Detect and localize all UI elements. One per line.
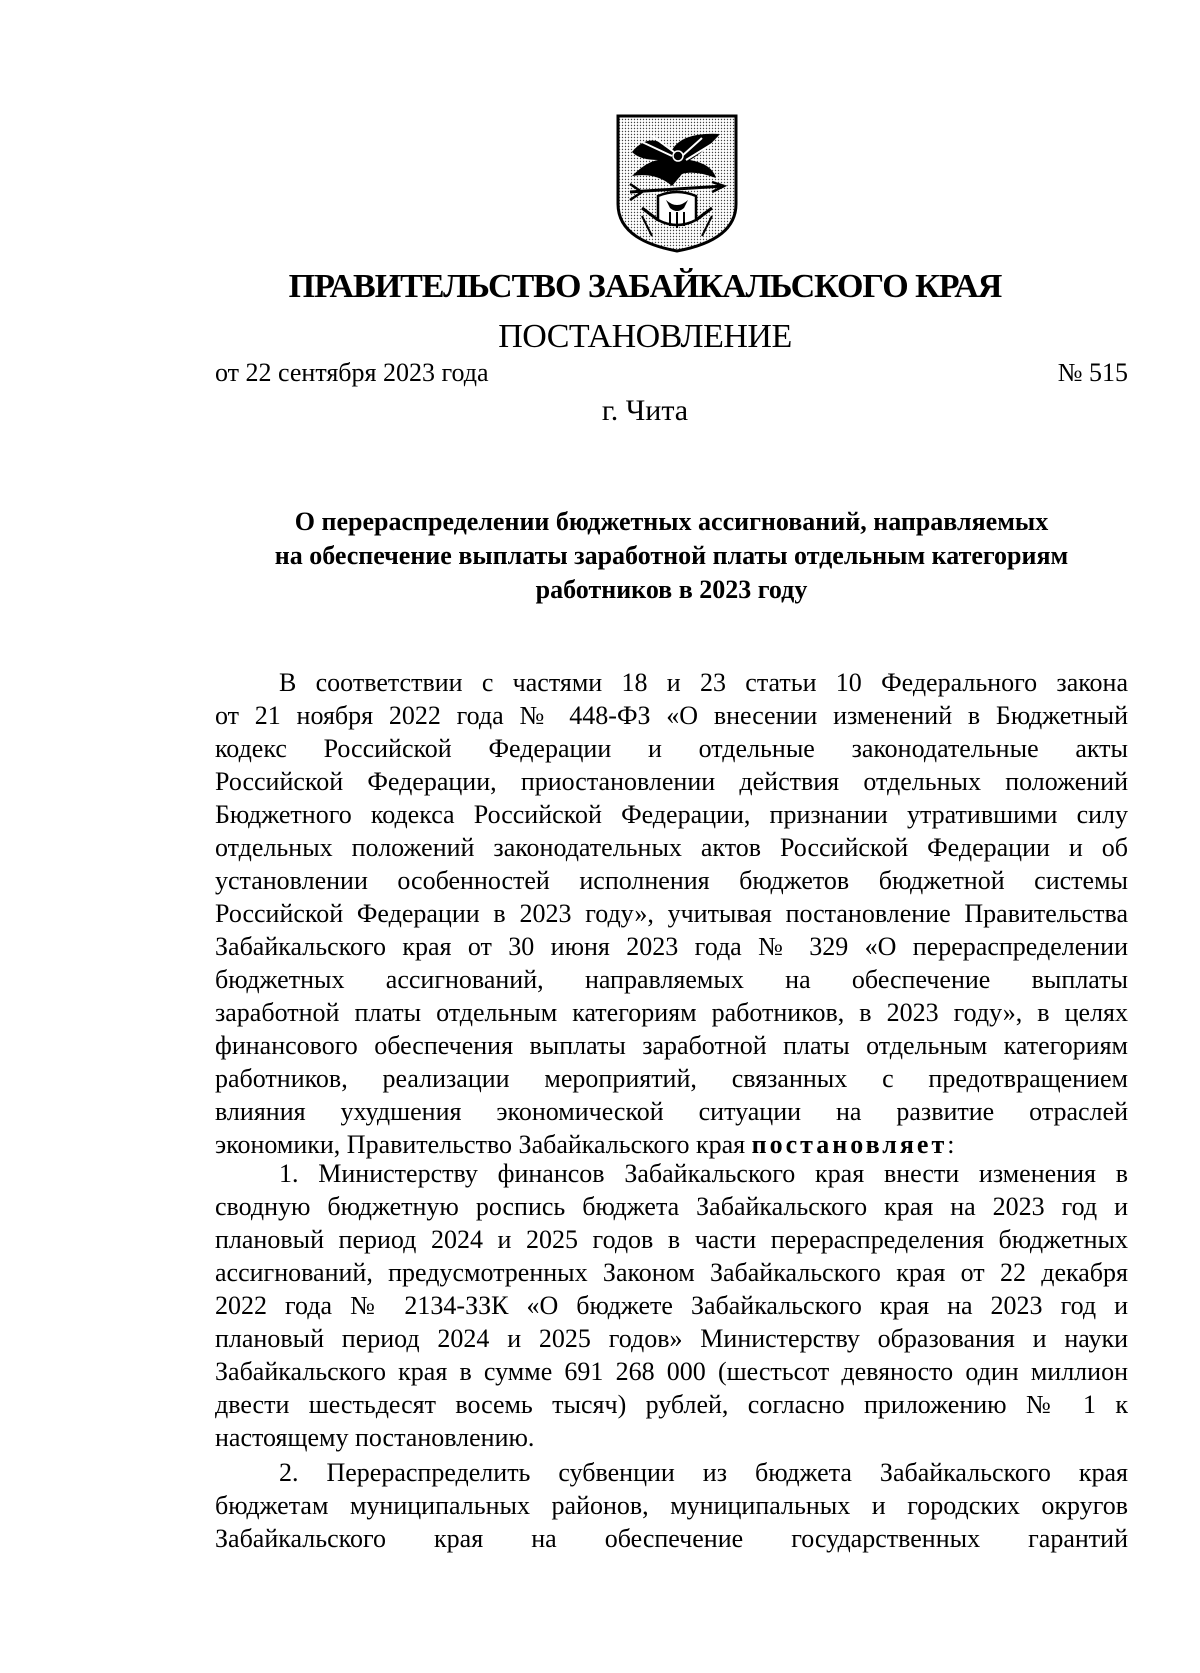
- text-line: 2022 года № 2134-ЗЗК «О бюджете Забайкальского края на 2023 год и: [215, 1291, 1128, 1320]
- text-line: ассигнований, предусмотренных Законом Забайкальского края от 22 декабря: [215, 1258, 1128, 1287]
- text-line: плановый период 2024 и 2025 годов в части перераспределения бюджетных: [215, 1225, 1128, 1254]
- document-subject: [215, 505, 1128, 607]
- text-line: плановый период 2024 и 2025 годов» Министерству образования и науки: [215, 1324, 1128, 1353]
- subject-line: работников в 2023 году: [535, 575, 808, 604]
- coat-of-arms-emblem: [612, 112, 742, 254]
- text-line: бюджетам муниципальных районов, муниципальных и городских округов: [215, 1491, 1128, 1520]
- text-line: Бюджетного кодекса Российской Федерации, признании утратившими силу: [215, 800, 1128, 829]
- resolves-word: постановляет: [751, 1130, 948, 1159]
- text-line: от 21 ноября 2022 года № 448-ФЗ «О внесении изменений в Бюджетный: [215, 701, 1128, 730]
- text-line: финансового обеспечения выплаты заработной платы отдельным категориям: [215, 1031, 1128, 1060]
- government-title: ПРАВИТЕЛЬСТВО ЗАБАЙКАЛЬСКОГО КРАЯ: [288, 268, 1002, 305]
- text-line: настоящему постановлению.: [215, 1423, 535, 1452]
- text-line: Забайкальского края на обеспечение государственных гарантий: [215, 1524, 1128, 1553]
- subject-line: на обеспечение выплаты заработной платы отдельным категориям: [274, 541, 1069, 570]
- text-line: бюджетных ассигнований, направляемых на обеспечение выплаты: [215, 965, 1128, 994]
- text-line: влияния ухудшения экономической ситуации на развитие отраслей: [215, 1097, 1128, 1126]
- text-fragment: :: [947, 1130, 955, 1159]
- text-line: Российской Федерации в 2023 году», учитывая постановление Правительства: [215, 899, 1128, 928]
- text-line: 1. Министерству финансов Забайкальского края внести изменения в: [279, 1159, 1128, 1188]
- text-line: Забайкальского края в сумме 691 268 000 (шестьсот девяносто один миллион: [215, 1357, 1128, 1386]
- text-line: 2. Перераспределить субвенции из бюджета Забайкальского края: [279, 1458, 1128, 1487]
- document-date: от 22 сентября 2023 года: [215, 358, 489, 387]
- text-line: кодекс Российской Федерации и отдельные законодательные акты: [215, 734, 1128, 763]
- text-line: Забайкальского края от 30 июня 2023 года № 329 «О перераспределении: [215, 932, 1128, 961]
- text-line: заработной платы отдельным категориям работников, в 2023 году», в целях: [215, 998, 1128, 1027]
- text-line: работников, реализации мероприятий, связанных с предотвращением: [215, 1064, 1128, 1093]
- document-type: ПОСТАНОВЛЕНИЕ: [498, 318, 792, 355]
- text-line: сводную бюджетную роспись бюджета Забайкальского края на 2023 год и: [215, 1192, 1128, 1221]
- document-number: № 515: [1057, 358, 1128, 387]
- text-line: отдельных положений законодательных актов Российской Федерации и об: [215, 833, 1128, 862]
- text-line: В соответствии с частями 18 и 23 статьи 10 Федерального закона: [279, 668, 1128, 697]
- text-line: установлении особенностей исполнения бюджетов бюджетной системы: [215, 866, 1128, 895]
- text-line: двести шестьдесят восемь тысяч) рублей, согласно приложению № 1 к: [215, 1390, 1128, 1419]
- subject-line: О перераспределении бюджетных ассигнований, направляемых: [294, 507, 1049, 536]
- preamble-paragraph: [215, 666, 1128, 1161]
- clause-2-paragraph: [215, 1456, 1128, 1555]
- clause-1-paragraph: [215, 1157, 1128, 1454]
- document-city: г. Чита: [601, 394, 689, 427]
- text-line: Российской Федерации, приостановлении действия отдельных положений: [215, 767, 1128, 796]
- text-fragment: экономики, Правительство Забайкальского края: [215, 1130, 752, 1159]
